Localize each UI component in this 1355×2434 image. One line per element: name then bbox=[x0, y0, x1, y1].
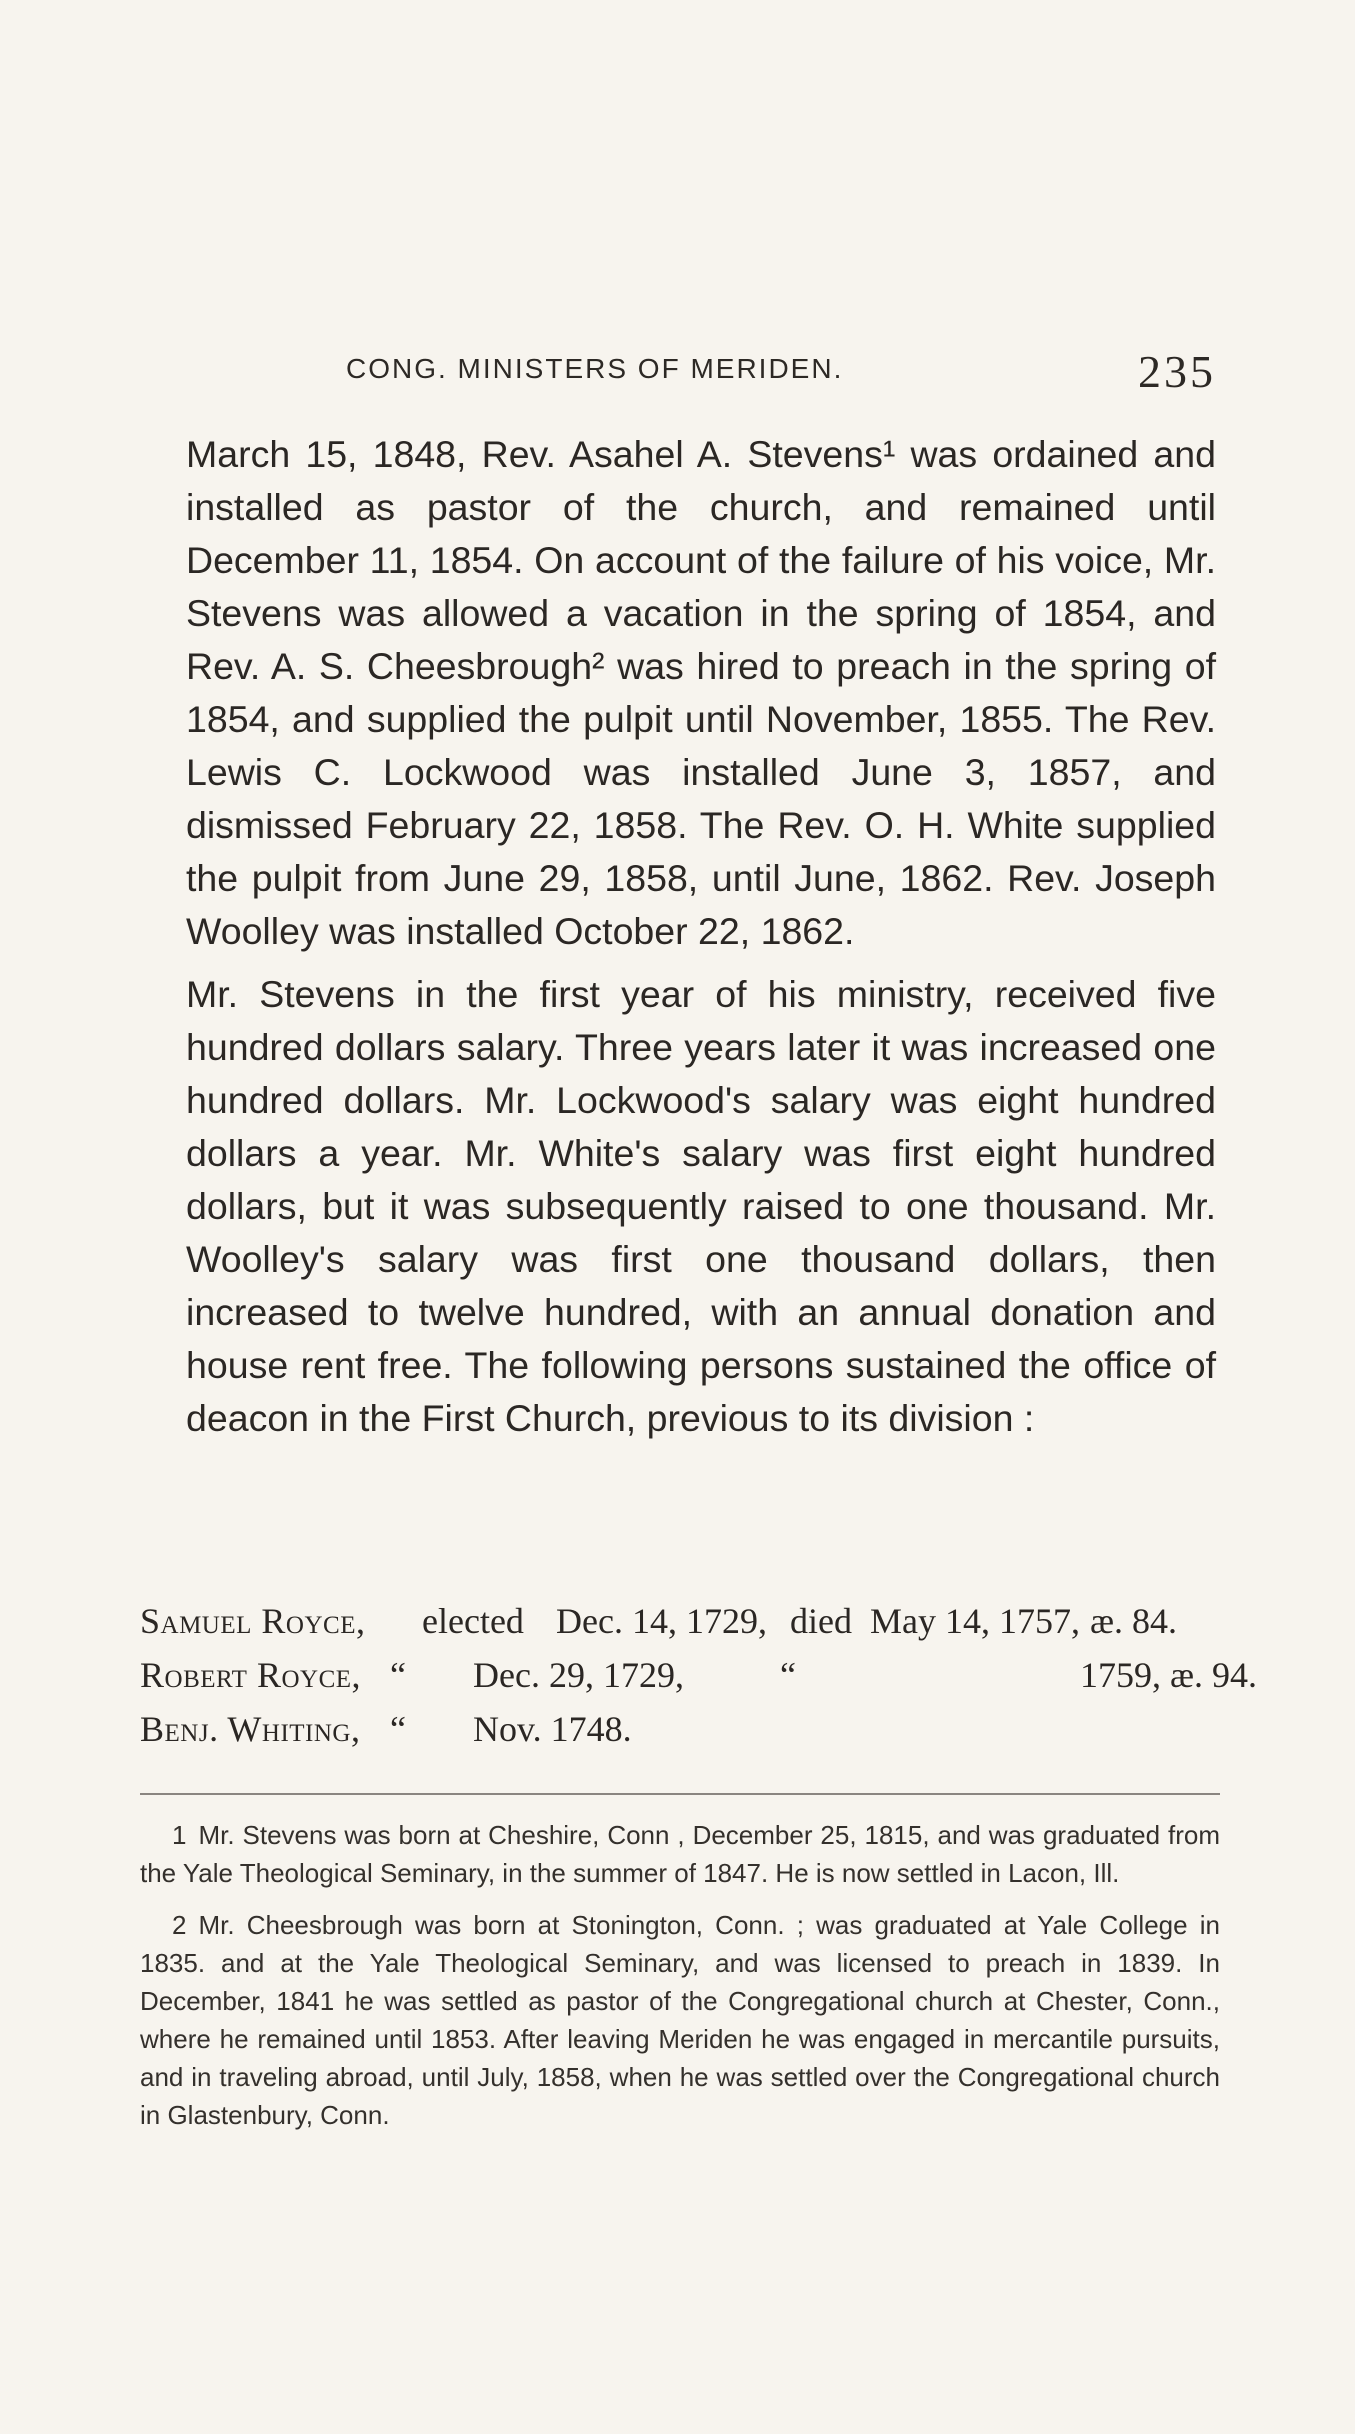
deacon-elected-label: elected bbox=[422, 1601, 524, 1641]
footnotes bbox=[140, 1816, 1220, 2134]
footnote bbox=[140, 1816, 1220, 1892]
deacon-row bbox=[140, 1594, 1240, 1648]
footnote bbox=[140, 1906, 1220, 2134]
deacon-elected-label: “ bbox=[390, 1655, 406, 1695]
deacon-list bbox=[140, 1594, 1258, 1756]
paragraph-salaries: Mr. Stevens in the first year of his ministry, received five hundred dollars salary. Three years later it was increased one hundred dollars. Mr. Lockwood's salary was eight hundred dollars a year. Mr. White's salary was first eight hundred dollars, but it was subsequently raised to one thousand. Mr. Woolley's salary was first one thousand dollars, then increased to twelve hundred, with an annual donation and house rent free. The following persons sustained the office of deacon in the First Church, previous to its division : bbox=[186, 973, 1216, 1439]
body-text bbox=[186, 428, 1216, 1445]
deacon-elected-label: “ bbox=[390, 1709, 406, 1749]
deacon-age: æ. 84. bbox=[1090, 1601, 1178, 1641]
running-head bbox=[186, 345, 1216, 395]
footnote-text: Mr. Cheesbrough was born at Stonington, Conn. ; was graduated at Yale College in 1835. and at the Yale Theological Seminary, and was licensed to preach in 1839. In December, 1841 he was settled as pastor of the Congregational church at Chester, Conn., where he remained until 1853. After leaving Meriden he was engaged in mercantile pursuits, and in traveling abroad, until July, 1858, when he was settled over the Congregational church in Glastenbury, Conn. bbox=[140, 1910, 1220, 2130]
paragraph-ministers: March 15, 1848, Rev. Asahel A. Stevens¹ was ordained and installed as pastor of the church, and remained until December 11, 1854. On account of the failure of his voice, Mr. Stevens was allowed a vacation in the spring of 1854, and Rev. A. S. Cheesbrough² was hired to preach in the spring of 1854, and supplied the pulpit until November, 1855. The Rev. Lewis C. Lockwood was installed June 3, 1857, and dismissed February 22, 1858. The Rev. O. H. White supplied the pulpit from June 29, 1858, until June, 1862. Rev. Joseph Woolley was installed October 22, 1862. bbox=[186, 433, 1216, 952]
deacon-name: Benj. Whiting, bbox=[140, 1709, 361, 1749]
deacon-name: Samuel Royce, bbox=[140, 1601, 366, 1641]
page-number: 235 bbox=[1138, 346, 1216, 397]
footnote-number: 2 bbox=[172, 1910, 187, 1940]
deacon-died-label: died bbox=[790, 1601, 852, 1641]
deacon-elected-date: Dec. 29, 1729, bbox=[473, 1655, 684, 1695]
footnote-text: Mr. Stevens was born at Cheshire, Conn , December 25, 1815, and was graduated from the Yale Theological Seminary, in the summer of 1847. He is now settled in Lacon, Ill. bbox=[140, 1820, 1220, 1888]
deacon-age: 1759, æ. 94. bbox=[1080, 1655, 1258, 1695]
deacon-name: Robert Royce, bbox=[140, 1655, 362, 1695]
footnote-divider bbox=[140, 1793, 1220, 1795]
footnote-number: 1 bbox=[172, 1820, 187, 1850]
running-title: CONG. MINISTERS OF MERIDEN. bbox=[346, 353, 844, 384]
deacon-elected-date: Nov. 1748. bbox=[473, 1709, 632, 1749]
deacon-row bbox=[140, 1648, 1258, 1702]
deacon-elected-date: Dec. 14, 1729, bbox=[556, 1601, 767, 1641]
deacon-row bbox=[140, 1702, 1240, 1756]
deacon-died-date: May 14, 1757, bbox=[870, 1601, 1080, 1641]
deacon-died-label: “ bbox=[780, 1655, 796, 1695]
